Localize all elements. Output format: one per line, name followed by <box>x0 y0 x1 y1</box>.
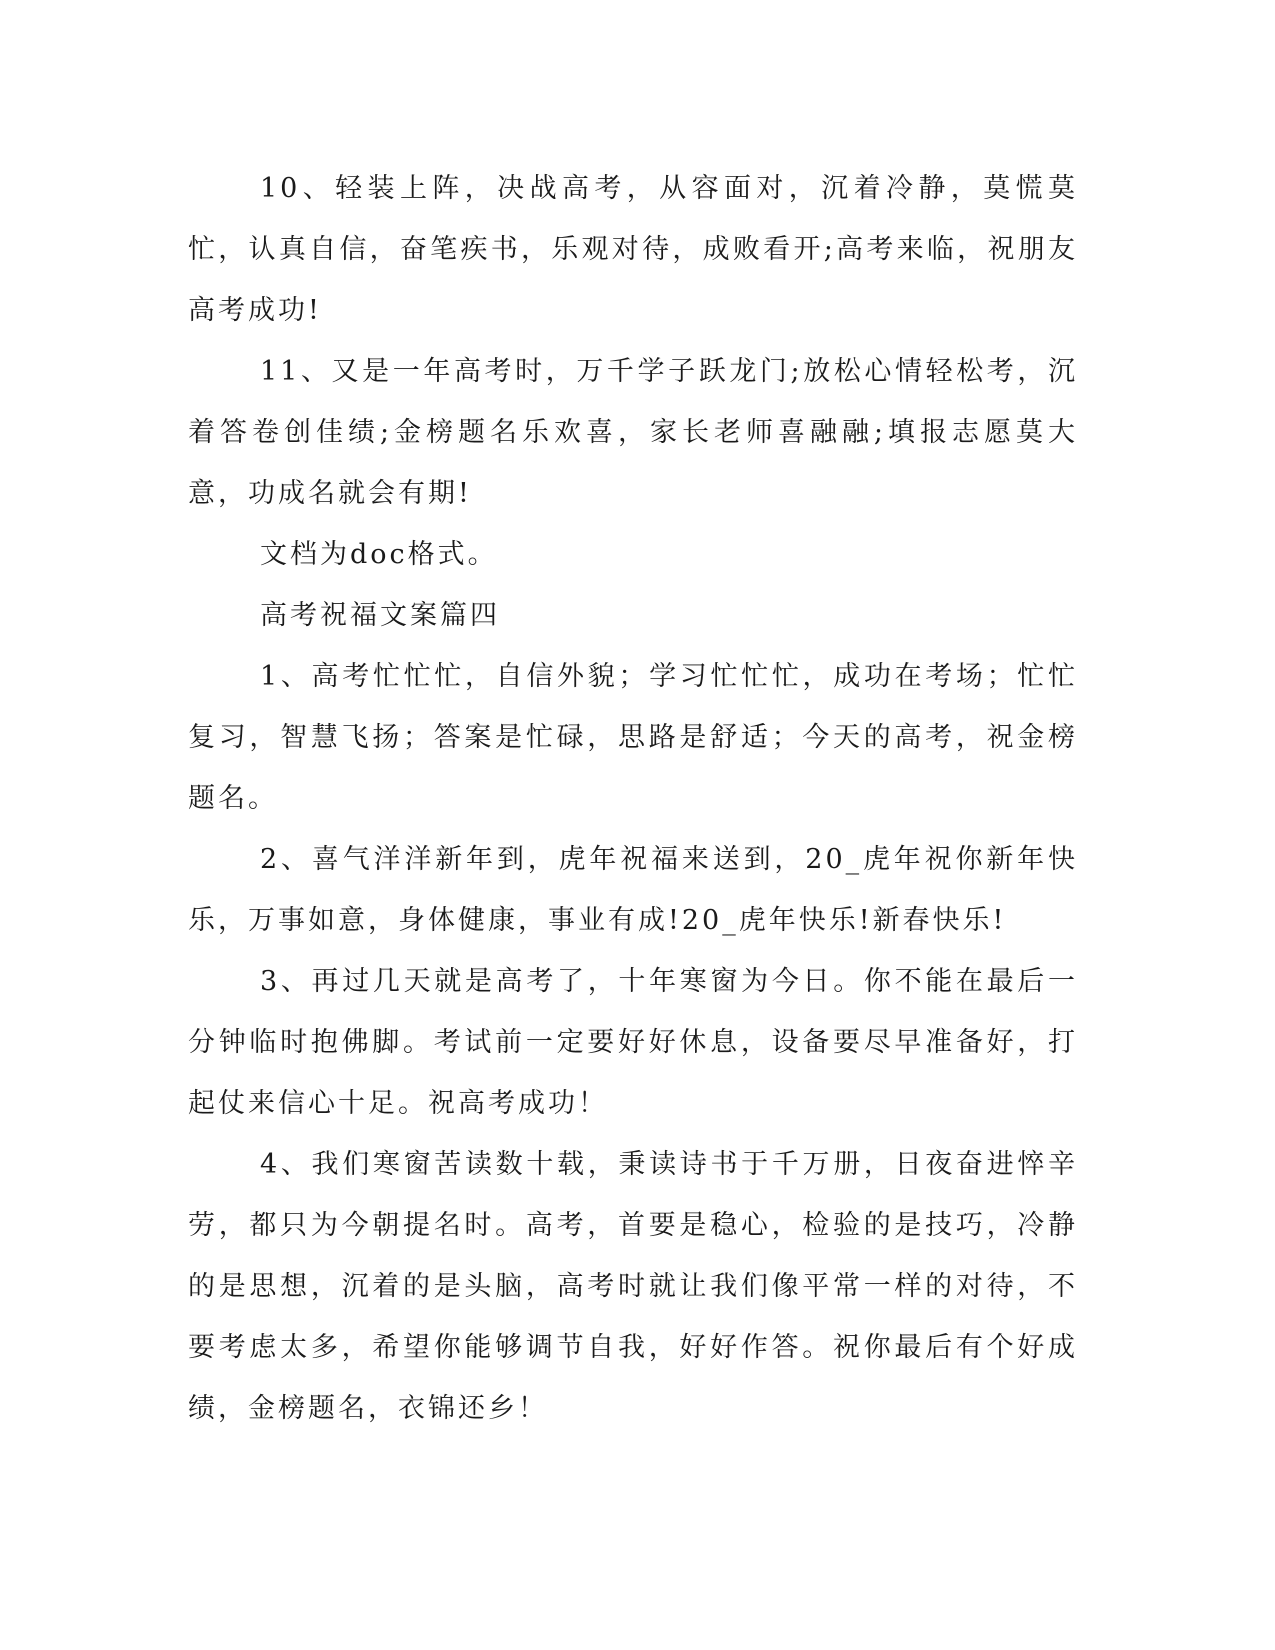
paragraph-item-4: 4、我们寒窗苦读数十载，秉读诗书于千万册，日夜奋进悴辛劳，都只为今朝提名时。高考，首要是稳心，检验的是技巧，冷静的是思想，沉着的是头脑，高考时就让我们像平常一样的对待，不要考虑太多，希望你能够调节自我，好好作答。祝你最后有个好成绩，金榜题名，衣锦还乡！ <box>188 1149 1078 1424</box>
paragraph-item-2: 2、喜气洋洋新年到，虎年祝福来送到，20_虎年祝你新年快乐，万事如意，身体健康，事业有成!20_虎年快乐!新春快乐! <box>188 844 1078 936</box>
paragraph-item-10: 10、轻装上阵，决战高考，从容面对，沉着冷静，莫慌莫忙，认真自信，奋笔疾书，乐观对待，成败看开;高考来临，祝朋友高考成功! <box>188 173 1078 326</box>
paragraph-item-11: 11、又是一年高考时，万千学子跃龙门;放松心情轻松考，沉着答卷创佳绩;金榜题名乐欢喜，家长老师喜融融;填报志愿莫大意，功成名就会有期! <box>188 356 1078 509</box>
section-heading: 高考祝福文案篇四 <box>260 600 500 631</box>
paragraph-item-1: 1、高考忙忙忙，自信外貌；学习忙忙忙，成功在考场；忙忙复习，智慧飞扬；答案是忙碌，思路是舒适；今天的高考，祝金榜题名。 <box>188 661 1078 814</box>
format-note: 文档为doc格式。 <box>260 539 498 570</box>
document-body <box>188 158 1078 1439</box>
paragraph-item-3: 3、再过几天就是高考了，十年寒窗为今日。你不能在最后一分钟临时抱佛脚。考试前一定要好好休息，设备要尽早准备好，打起仗来信心十足。祝高考成功！ <box>188 966 1078 1119</box>
